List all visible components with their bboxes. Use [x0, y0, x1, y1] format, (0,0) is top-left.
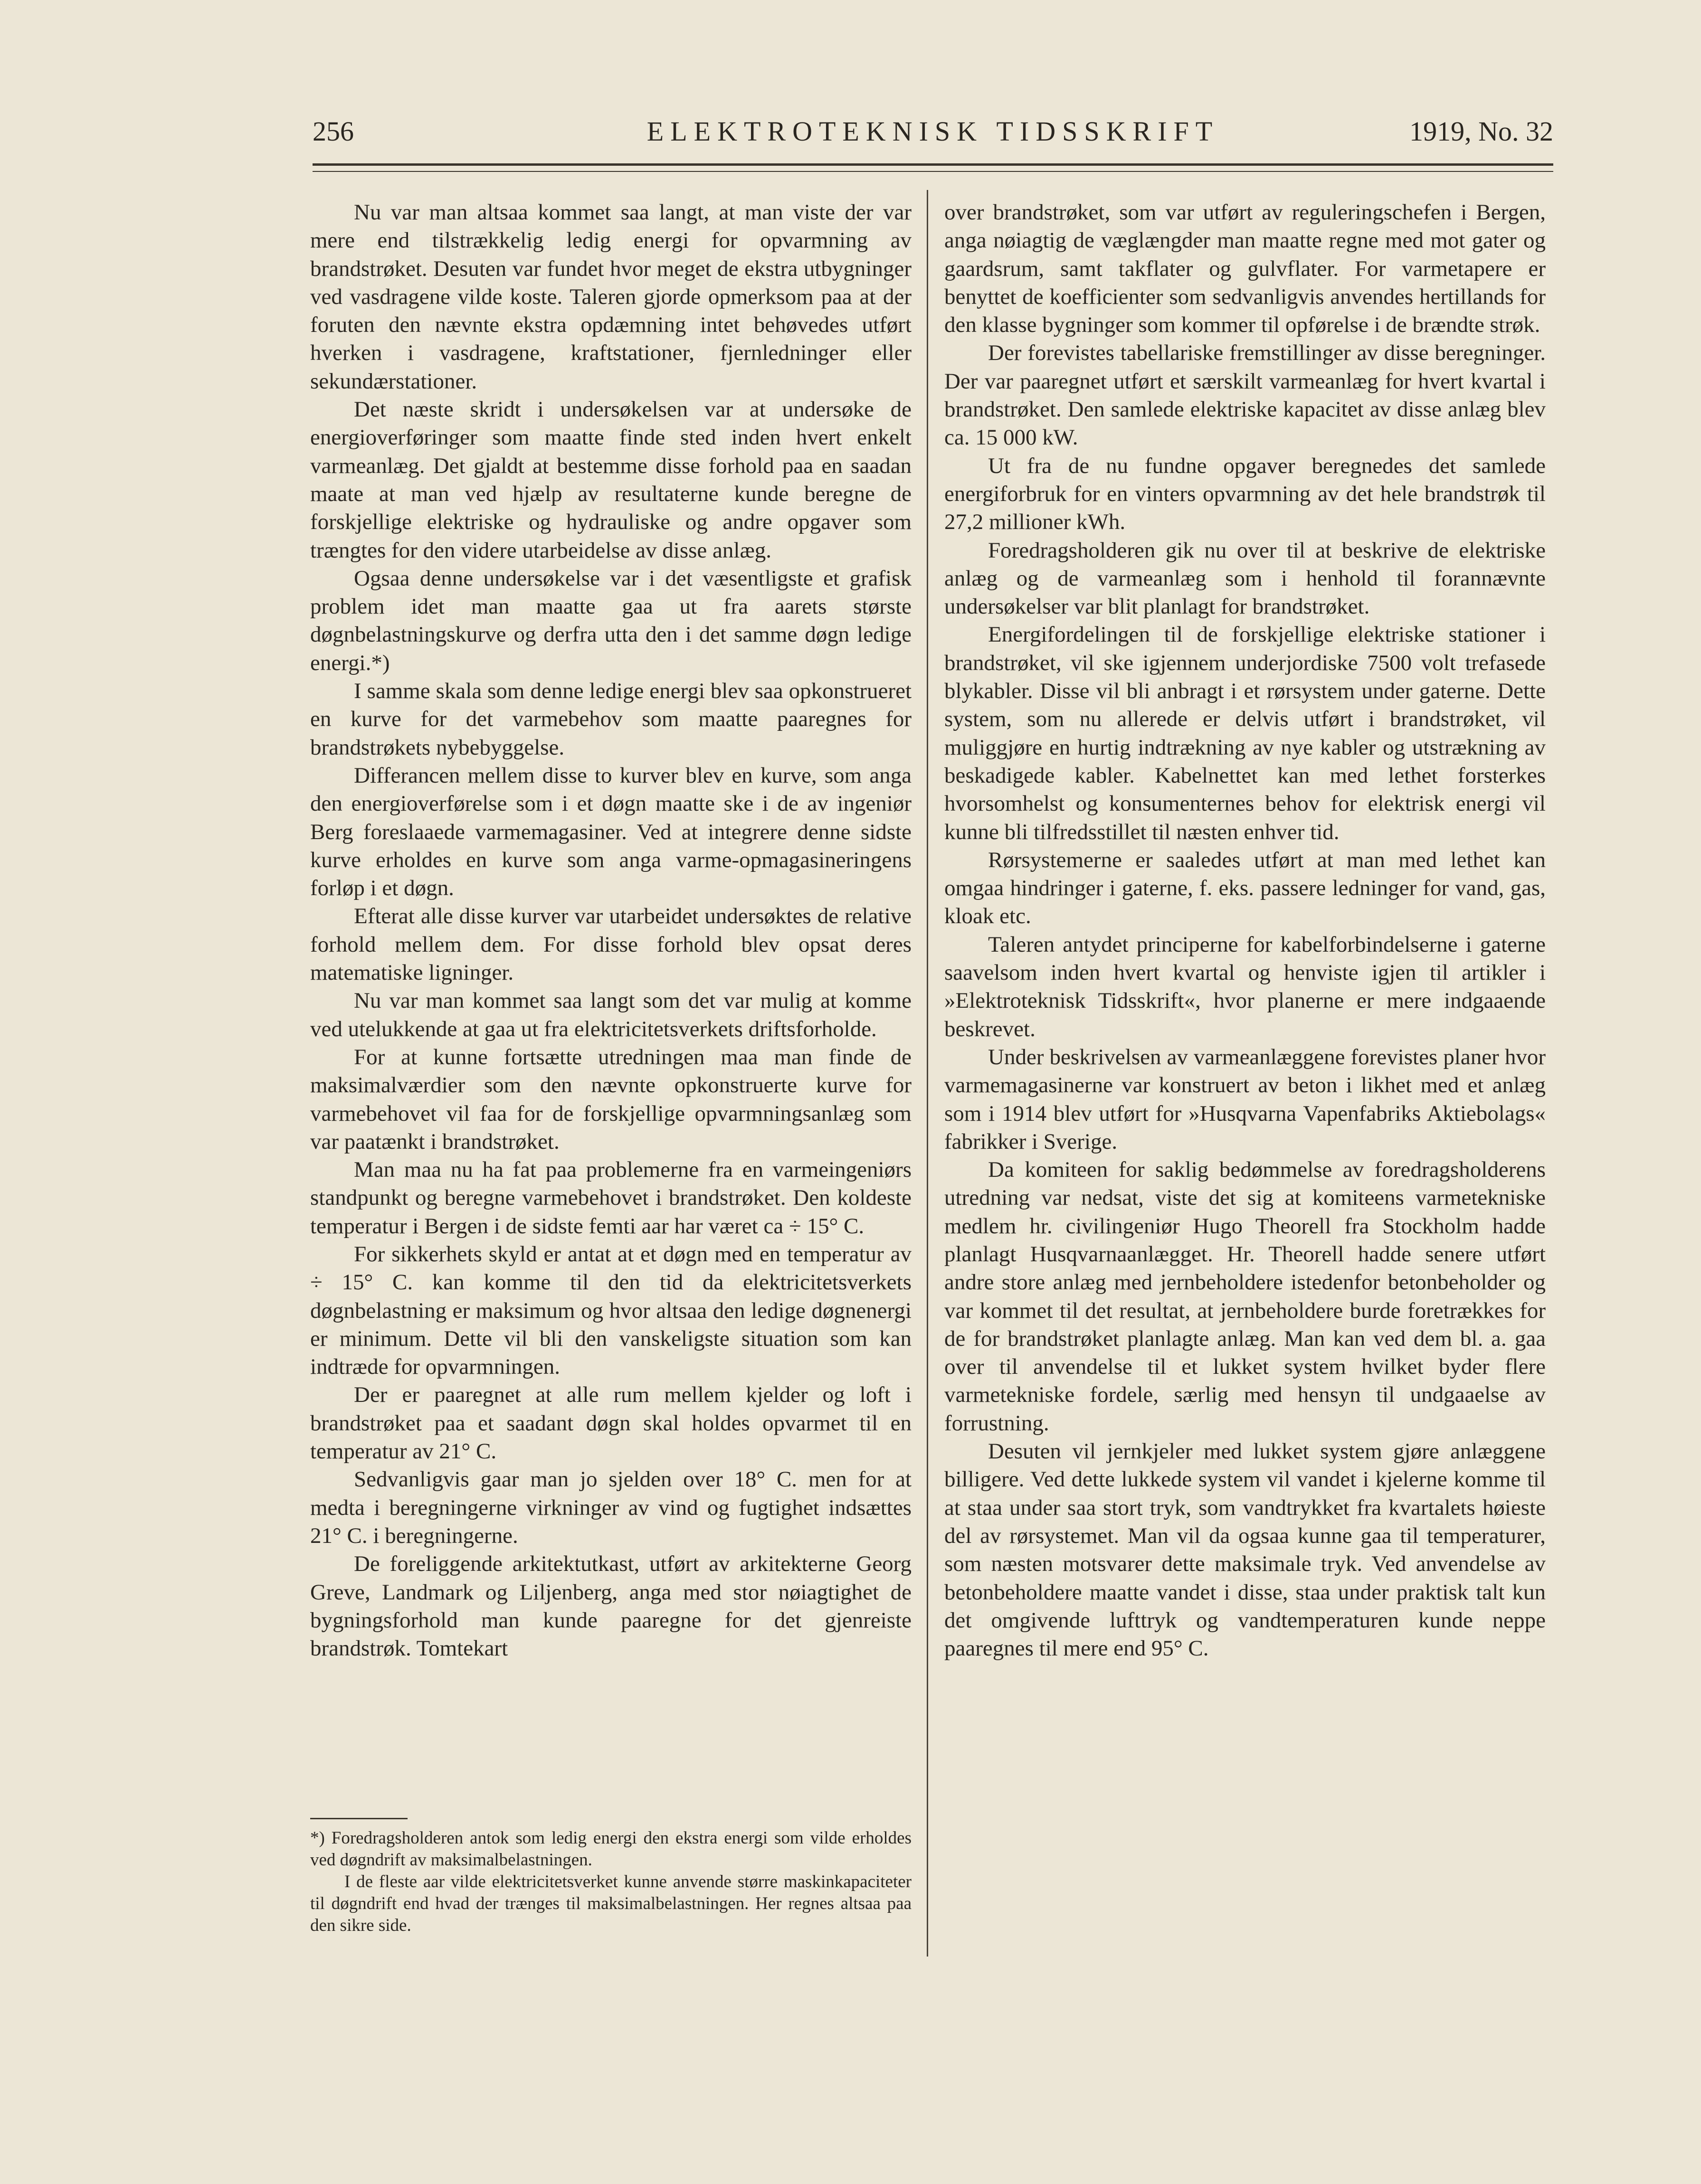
- footnote: I de fleste aar vilde elektricitetsverket kunne anvende større maskinkapaciteter til døgndrift end hvad der trænges til maksimalbelastningen. Her regnes altsaa paa den sikre side.: [310, 1872, 912, 1935]
- paragraph: Nu var man altsaa kommet saa langt, at man viste der var mere end tilstrækkelig ledig energi for opvarmning av brandstrøket. Desuten var fundet hvor meget de ekstra utbygninger ved vasdragene vilde koste. Taleren gjorde opmerksom paa at der foruten den nævnte ekstra opdæmning intet behøvedes utført hverken i vasdragene, kraftstationer, fjernledninger eller sekundærstationer.: [310, 200, 912, 394]
- footnote: *) Foredragsholderen antok som ledig energi den ekstra energi som vilde erholdes ved døgndrift av maksimalbelastningen.: [310, 1828, 912, 1870]
- paragraph: Differancen mellem disse to kurver blev en kurve, som anga den energioverførelse som i et døgn maatte ske i de av ingeniør Berg foreslaaede varmemagasiner. Ved at integrere denne sidste kurve erholdes en kurve som anga varme-opmagasineringens forløp i et døgn.: [310, 763, 912, 901]
- footnote-rule: [310, 1818, 408, 1819]
- paragraph: Efterat alle disse kurver var utarbeidet undersøktes de relative forhold mellem dem. For disse forhold blev opsat deres matematiske ligninger.: [310, 904, 912, 985]
- journal-title: ELEKTROTEKNISK TIDSSKRIFT: [646, 116, 1219, 147]
- paragraph: Energifordelingen til de forskjellige elektriske stationer i brandstrøket, vil ske igjennem underjordiske 7500 volt trefasede blykabler. Disse vil bli anbragt i et rørsystem under gaterne. Dette system, som nu allerede er delvis utført i brandstrøket, vil muliggjøre en hurtig indtrækning av nye kabler og utstrækning av beskadigede kabler. Kabelnettet kan med lethet forsterkes hvorsomhelst og konsumenternes behov for elektrisk energi vil kunne bli tilfredsstillet til næsten enhver tid.: [944, 622, 1546, 844]
- running-header: [313, 110, 1553, 153]
- paragraph: Man maa nu ha fat paa problemerne fra en varmeingeniørs standpunkt og beregne varmebehovet i brandstrøket. Den koldeste temperatur i Bergen i de sidste femti aar har været ca ÷ 15° C.: [310, 1157, 912, 1239]
- paragraph: Ut fra de nu fundne opgaver beregnedes det samlede energiforbruk for en vinters opvarmning av det hele brandstrøk til 27,2 millioner kWh.: [944, 453, 1546, 535]
- paragraph: Der er paaregnet at alle rum mellem kjelder og loft i brandstrøket paa et saadant døgn skal holdes opvarmet til en temperatur av 21° C.: [310, 1382, 912, 1464]
- page-number: 256: [313, 116, 354, 147]
- paragraph: Nu var man kommet saa langt som det var mulig at komme ved utelukkende at gaa ut fra elektricitetsverkets driftsforholde.: [310, 988, 912, 1041]
- paragraph: Taleren antydet principerne for kabelforbindelserne i gaterne saavelsom inden hvert kvartal og henviste igjen til artikler i »Elektroteknisk Tidsskrift«, hvor planerne er mere indgaaende beskrevet.: [944, 932, 1546, 1041]
- paragraph: Der forevistes tabellariske fremstillinger av disse beregninger. Der var paaregnet utført et særskilt varmeanlæg for hvert kvartal i brandstrøket. Den samlede elektriske kapacitet av disse anlæg blev ca. 15 000 kW.: [944, 340, 1546, 450]
- paragraph: De foreliggende arkitektutkast, utført av arkitekterne Georg Greve, Landmark og Liljenberg, anga med stor nøiagtighet de bygningsforhold man kunde paaregne for det gjenreiste brandstrøk. Tomtekart: [310, 1551, 912, 1661]
- header-rule-thin: [313, 171, 1553, 172]
- paragraph: I samme skala som denne ledige energi blev saa opkonstrueret en kurve for det varmebehov som maatte paaregnes for brandstrøkets nybebyggelse.: [310, 679, 912, 760]
- left-column: [310, 199, 912, 1663]
- header-rule-thick: [313, 163, 1553, 166]
- paragraph: Under beskrivelsen av varmeanlæggene forevistes planer hvor varmemagasinerne var konstruert av beton i likhet med et anlæg som i 1914 blev utført for »Husqvarna Vapenfabriks Aktiebolags« fabrikker i Sverige.: [944, 1044, 1546, 1154]
- paragraph: Rørsystemerne er saaledes utført at man med lethet kan omgaa hindringer i gaterne, f. eks. passere ledninger for vand, gas, kloak etc.: [944, 847, 1546, 929]
- footnotes: [310, 1827, 912, 1937]
- paragraph: Ogsaa denne undersøkelse var i det væsentligste et grafisk problem idet man maatte gaa ut fra aarets største døgnbelastningskurve og derfra utta den i det samme døgn ledige energi.*): [310, 566, 912, 675]
- paragraph: Desuten vil jernkjeler med lukket system gjøre anlæggene billigere. Ved dette lukkede system vil vandet i kjelerne komme til at staa under saa stort tryk, som vandtrykket fra kvartalets høieste del av rørsystemet. Man vil da ogsaa kunne gaa til temperaturer, som næsten motsvarer dette maksimale tryk. Ved anvendelse av betonbeholdere maatte vandet i disse, staa under praktisk talt kun det omgivende lufttryk og vandtemperaturen kunde neppe paaregnes til mere end 95° C.: [944, 1439, 1546, 1661]
- paragraph: For sikkerhets skyld er antat at et døgn med en temperatur av ÷ 15° C. kan komme til den tid da elektricitetsverkets døgnbelastning er maksimum og hvor altsaa den ledige døgnenergi er minimum. Dette vil bli den vanskeligste situation som kan indtræde for opvarmningen.: [310, 1241, 912, 1380]
- paragraph-continued: over brandstrøket, som var utført av reguleringschefen i Bergen, anga nøiagtig de væglængder man maatte regne med mot gater og gaardsrum, samt takflater og gulvflater. For varmetapere er benyttet de koefficienter som sedvanligvis anvendes hertillands for den klasse bygninger som kommer til opførelse i de brændte strøk.: [944, 200, 1546, 338]
- paragraph: Det næste skridt i undersøkelsen var at undersøke de energioverføringer som maatte finde sted inden hvert enkelt varmeanlæg. Det gjaldt at bestemme disse forhold paa en saadan maate at man ved hjælp av resultaterne kunde beregne de forskjellige elektriske og hydrauliske og andre opgaver som trængtes for den videre utarbeidelse av disse anlæg.: [310, 397, 912, 563]
- right-column: [944, 199, 1546, 1663]
- paragraph: Foredragsholderen gik nu over til at beskrive de elektriske anlæg og de varmeanlæg som i henhold til forannævnte undersøkelser var blit planlagt for brandstrøket.: [944, 538, 1546, 619]
- paragraph: For at kunne fortsætte utredningen maa man finde de maksimalværdier som den nævnte opkonstruerte kurve for varmebehovet vil faa for de forskjellige opvarmningsanlæg som var paatænkt i brandstrøket.: [310, 1044, 912, 1154]
- issue-number: 1919, No. 32: [1409, 116, 1553, 147]
- column-divider: [927, 190, 928, 1957]
- paragraph: Sedvanligvis gaar man jo sjelden over 18° C. men for at medta i beregningerne virkninger av vind og fugtighet indsættes 21° C. i beregningerne.: [310, 1467, 912, 1548]
- paragraph: Da komiteen for saklig bedømmelse av foredragsholderens utredning var nedsat, viste det sig at komiteens varmetekniske medlem hr. civilingeniør Hugo Theorell fra Stockholm hadde planlagt Husqvarnaanlægget. Hr. Theorell hadde senere utført andre store anlæg med jernbeholdere istedenfor betonbeholder og var kommet til det resultat, at jernbeholdere burde foretrækkes for de for brandstrøket planlagte anlæg. Man kan ved dem bl. a. gaa over til anvendelse til et lukket system hvilket byder flere varmetekniske fordele, særlig med hensyn til undgaaelse av forrustning.: [944, 1157, 1546, 1436]
